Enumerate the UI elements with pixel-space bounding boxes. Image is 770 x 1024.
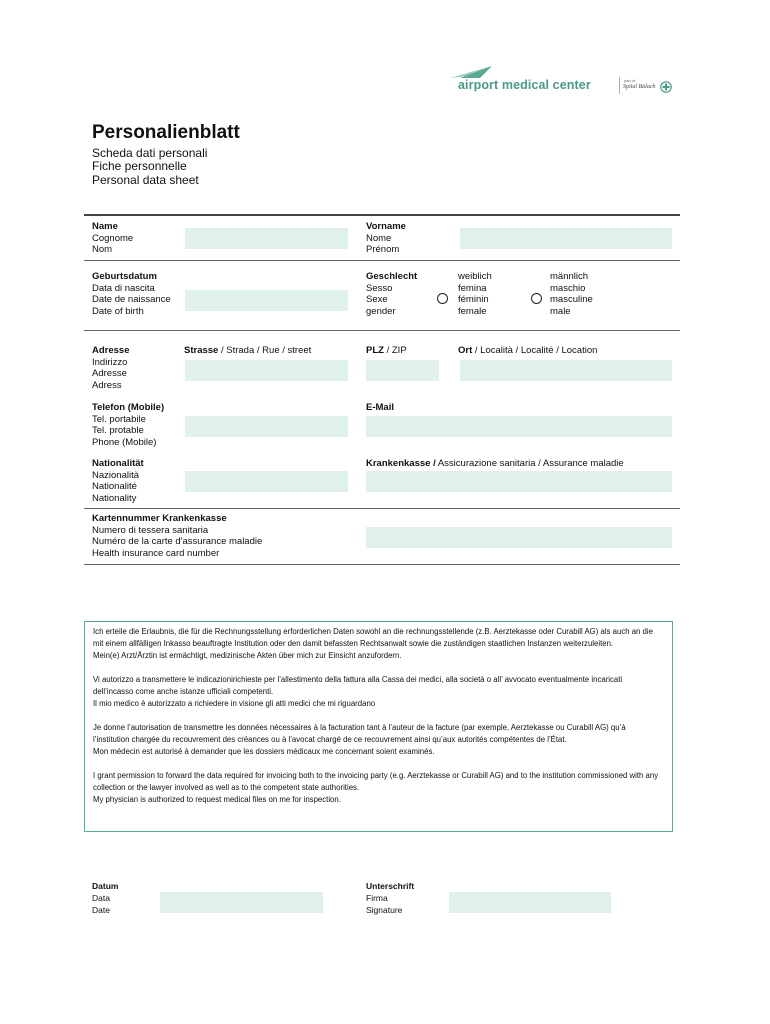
birthdate-label-line: Date of birth (92, 305, 144, 317)
vorname-input[interactable] (460, 228, 672, 249)
female-label-line: féminin (458, 294, 489, 305)
vorname-label-line: Prénom (366, 244, 400, 255)
email-input[interactable] (366, 416, 672, 437)
male-label-line: masculine (550, 294, 593, 305)
date-label-line: Data (92, 893, 110, 903)
male-label-line: männlich (550, 271, 589, 282)
nationality-label-line: Nationality (92, 492, 137, 504)
female-label-line: female (458, 305, 487, 317)
phone-label-line: Phone (Mobile) (92, 436, 157, 448)
city-label (458, 345, 597, 357)
name-label: Name (92, 221, 118, 232)
signature-input[interactable] (449, 892, 611, 913)
gender-label-line: Sesso (366, 282, 393, 294)
street-input[interactable] (185, 360, 348, 381)
phone-label-line: Tel. portabile (92, 413, 146, 425)
male-label-line: male (550, 305, 571, 317)
insurance-label-rest: Assicurazione sanitaria / Assurance maladie (435, 458, 624, 469)
date-label-group (92, 880, 118, 916)
zip-input[interactable] (366, 360, 439, 381)
nationality-label-group (92, 458, 144, 504)
female-label-line: weiblich (458, 271, 492, 282)
insurance-label (366, 458, 624, 470)
nationality-label: Nationalität (92, 458, 144, 469)
male-label-group (550, 271, 593, 317)
cross-icon (660, 81, 672, 93)
street-label-bold: Strasse (184, 345, 219, 356)
card-number-label-line: Health insurance card number (92, 547, 220, 559)
vorname-label-line: Nome (366, 232, 392, 244)
date-label: Datum (92, 881, 119, 891)
card-number-label-line: Numero di tessera sanitaria (92, 524, 209, 536)
name-label-line: Nom (92, 244, 113, 255)
name-input[interactable] (185, 228, 348, 249)
city-label-bold: Ort (458, 345, 473, 356)
bottom-rule (84, 564, 680, 565)
female-label-line: femina (458, 282, 487, 294)
date-input[interactable] (160, 892, 323, 913)
birthdate-label-line: Date de naissance (92, 294, 171, 305)
phone-label: Telefon (Mobile) (92, 402, 165, 413)
nationality-label-line: Nazionalità (92, 469, 139, 481)
phone-label-line: Tel. protable (92, 425, 144, 436)
logo-spital: Spital Bülach (623, 84, 656, 90)
signature-label: Unterschrift (366, 881, 415, 891)
gender-label-group (366, 271, 417, 317)
divider (84, 330, 680, 331)
street-label-rest: / Strada / Rue / street (218, 345, 312, 356)
vorname-label: Vorname (366, 221, 406, 232)
top-rule (84, 214, 680, 216)
nationality-input[interactable] (185, 471, 348, 492)
consent-paragraph-en: I grant permission to forward the data required for invoicing both to the invoicing party (e.g. Aerztekasse or Curabill AG) and to the institution commissioned with any collection or the lawyer involved as well as to the competent state authorities. My physician is authorized to request medical files on me for inspection. (93, 771, 659, 804)
male-label-line: maschio (550, 282, 586, 294)
email-label: E-Mail (366, 402, 394, 413)
address-label-group (92, 345, 130, 391)
insurance-input[interactable] (366, 471, 672, 492)
subtitle-fr: Fiche personnelle (92, 159, 187, 173)
signature-label-group (366, 880, 414, 916)
birthdate-label-group (92, 271, 171, 317)
address-label: Adresse (92, 345, 130, 356)
birthdate-label-line: Data di nascita (92, 282, 155, 294)
subtitle-en: Personal data sheet (92, 173, 199, 187)
date-label-line: Date (92, 905, 110, 915)
logo-name: airport medical center (458, 78, 591, 92)
gender-label-line: gender (366, 305, 396, 317)
subtitle-it: Scheda dati personali (92, 146, 208, 160)
address-label-line: Adresse (92, 368, 127, 379)
name-label-line: Cognome (92, 232, 134, 244)
address-label-line: Adress (92, 379, 122, 391)
gender-label-line: Sexe (366, 294, 388, 305)
signature-label-line: Firma (366, 893, 388, 903)
zip-label (366, 345, 407, 357)
signature-label-line: Signature (366, 905, 403, 915)
card-number-label-line: Numéro de la carte d'assurance maladie (92, 536, 263, 547)
name-label-group (92, 221, 133, 256)
consent-paragraph-de: Ich erteile die Erlaubnis, die für die Rechnungsstellung erforderlichen Daten sowohl an die rechnungsstellende (z.B. Aerztekasse oder Curabill AG) als auch an die mit einem allfälligen Inkasso beauftragte Institution oder den damit befassten Rechtsanwalt sowie die zuständigen staatlichen Instanzen weiterzuleiten. Mein(e) Arzt/Ärztin ist ermächtigt, medizinische Akten über mich zur Einsicht anzufordern. (93, 627, 653, 660)
zip-label-bold: PLZ (366, 345, 384, 356)
city-label-rest: / Località / Localité / Location (472, 345, 598, 356)
street-label (184, 345, 311, 357)
phone-label-group (92, 402, 164, 448)
logo-separator (619, 77, 620, 94)
divider (84, 260, 680, 261)
insurance-label-bold: Krankenkasse / (366, 458, 436, 469)
page-title: Personalienblatt (92, 122, 240, 143)
consent-paragraph-fr: Je donne l’autorisation de transmettre les données nécessaires à la facturation tant à l’auteur de la facture (par exemple, Aerztekasse ou Curabill AG) qu’à l’institution chargée du recouvrement des créances ou à l’avocat chargé de ce recouvrement ainsi qu’aux autorités compétentes de l’État. Mon médecin est autorisé à demander que les dossiers médicaux me concernant soient examinés. (93, 723, 626, 756)
birthdate-label: Geburtsdatum (92, 271, 157, 282)
female-label-group (458, 271, 492, 317)
gender-label: Geschlecht (366, 271, 418, 282)
birthdate-input[interactable] (185, 290, 348, 311)
city-input[interactable] (460, 360, 672, 381)
card-number-input[interactable] (366, 527, 672, 548)
consent-paragraph-it: Vi autorizzo a transmettere le indicazionirichieste per l’allestimento della fattura alla Cassa dei medici, alla società o all’ avvocato eventualmente incaricati dell’incasso come anche istanze ufficiali competenti. Il mio medico è autorizzato a richiedere in visione gli atti medici che mi riguardano (93, 675, 623, 708)
logo-small-text: part of (624, 78, 636, 83)
card-number-label-group (92, 513, 262, 559)
divider (84, 508, 680, 509)
email-label-group (366, 402, 394, 414)
female-radio[interactable] (437, 293, 448, 304)
nationality-label-line: Nationalité (92, 481, 137, 492)
phone-input[interactable] (185, 416, 348, 437)
address-label-line: Indirizzo (92, 356, 128, 368)
consent-box (84, 621, 673, 832)
card-number-label: Kartennummer Krankenkasse (92, 513, 227, 524)
vorname-label-group (366, 221, 406, 256)
male-radio[interactable] (531, 293, 542, 304)
zip-label-rest: / ZIP (383, 345, 407, 356)
